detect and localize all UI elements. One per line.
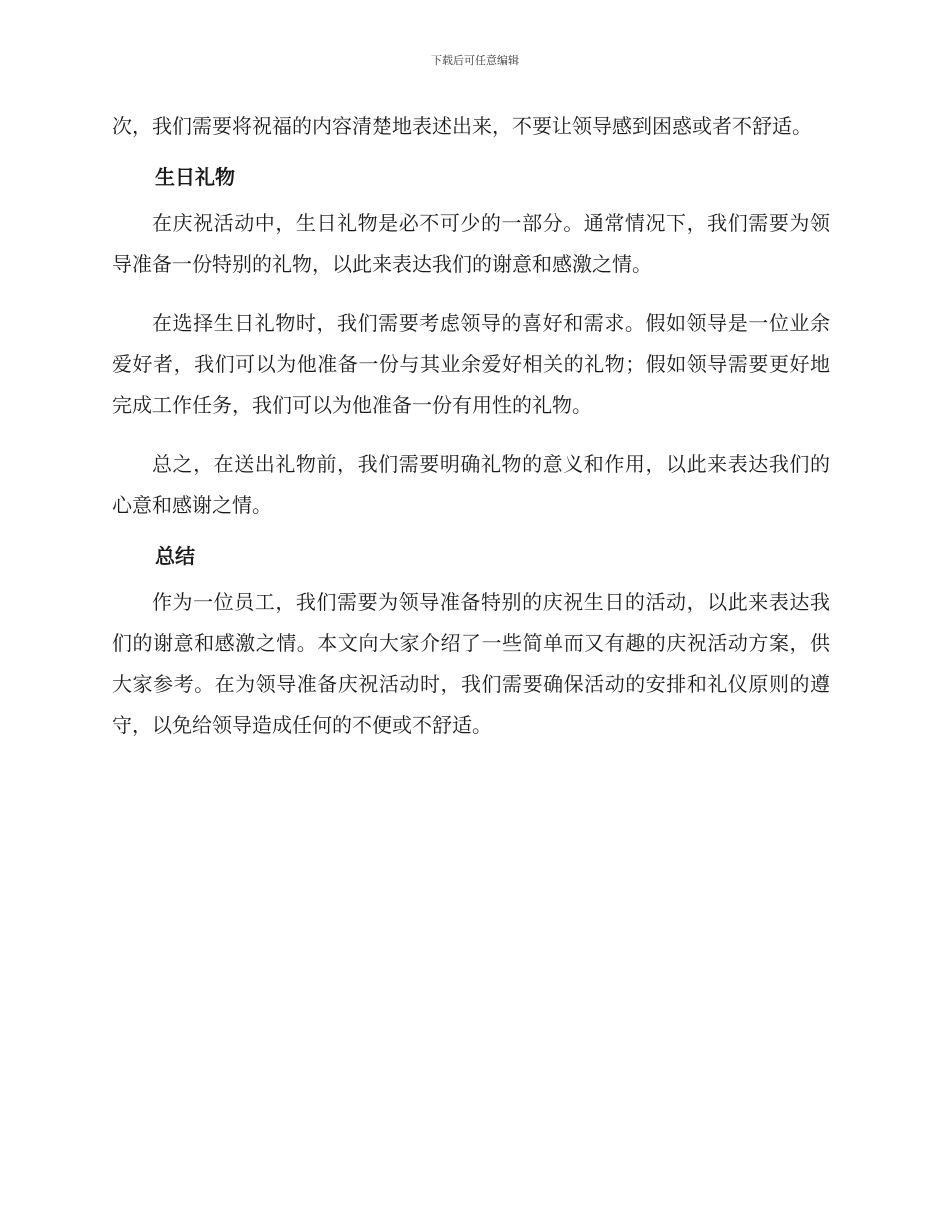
paragraph-gift-1: 在庆祝活动中，生日礼物是必不可少的一部分。通常情况下，我们需要为领导准备一份特别的礼物，以此来表达我们的谢意和感激之情。 [112, 211, 830, 276]
paragraph-summary: 作为一位员工，我们需要为领导准备特别的庆祝生日的活动，以此来表达我们的谢意和感激之情。本文向大家介绍了一些简单而又有趣的庆祝活动方案，供大家参考。在为领导准备庆祝活动时，我们需要确保活动的安排和礼仪原则的遵守，以免给领导造成任何的不便或不舒适。 [112, 590, 830, 737]
paragraph-gift-3: 总之，在送出礼物前，我们需要明确礼物的意义和作用，以此来表达我们的心意和感谢之情。 [112, 452, 830, 517]
paragraph-intro: 次，我们需要将祝福的内容清楚地表述出来，不要让领导感到困惑或者不舒适。 [112, 114, 812, 138]
section-heading-gift: 生日礼物 [155, 165, 235, 189]
paragraph-gift-2: 在选择生日礼物时，我们需要考虑领导的喜好和需求。假如领导是一位业余爱好者，我们可以为他准备一份与其业余爱好相关的礼物；假如领导需要更好地完成工作任务，我们可以为他准备一份有用性的礼物。 [112, 311, 830, 417]
section-heading-summary: 总结 [155, 544, 195, 568]
page-header: 下载后可任意编辑 [431, 54, 519, 67]
document-body [112, 106, 830, 746]
